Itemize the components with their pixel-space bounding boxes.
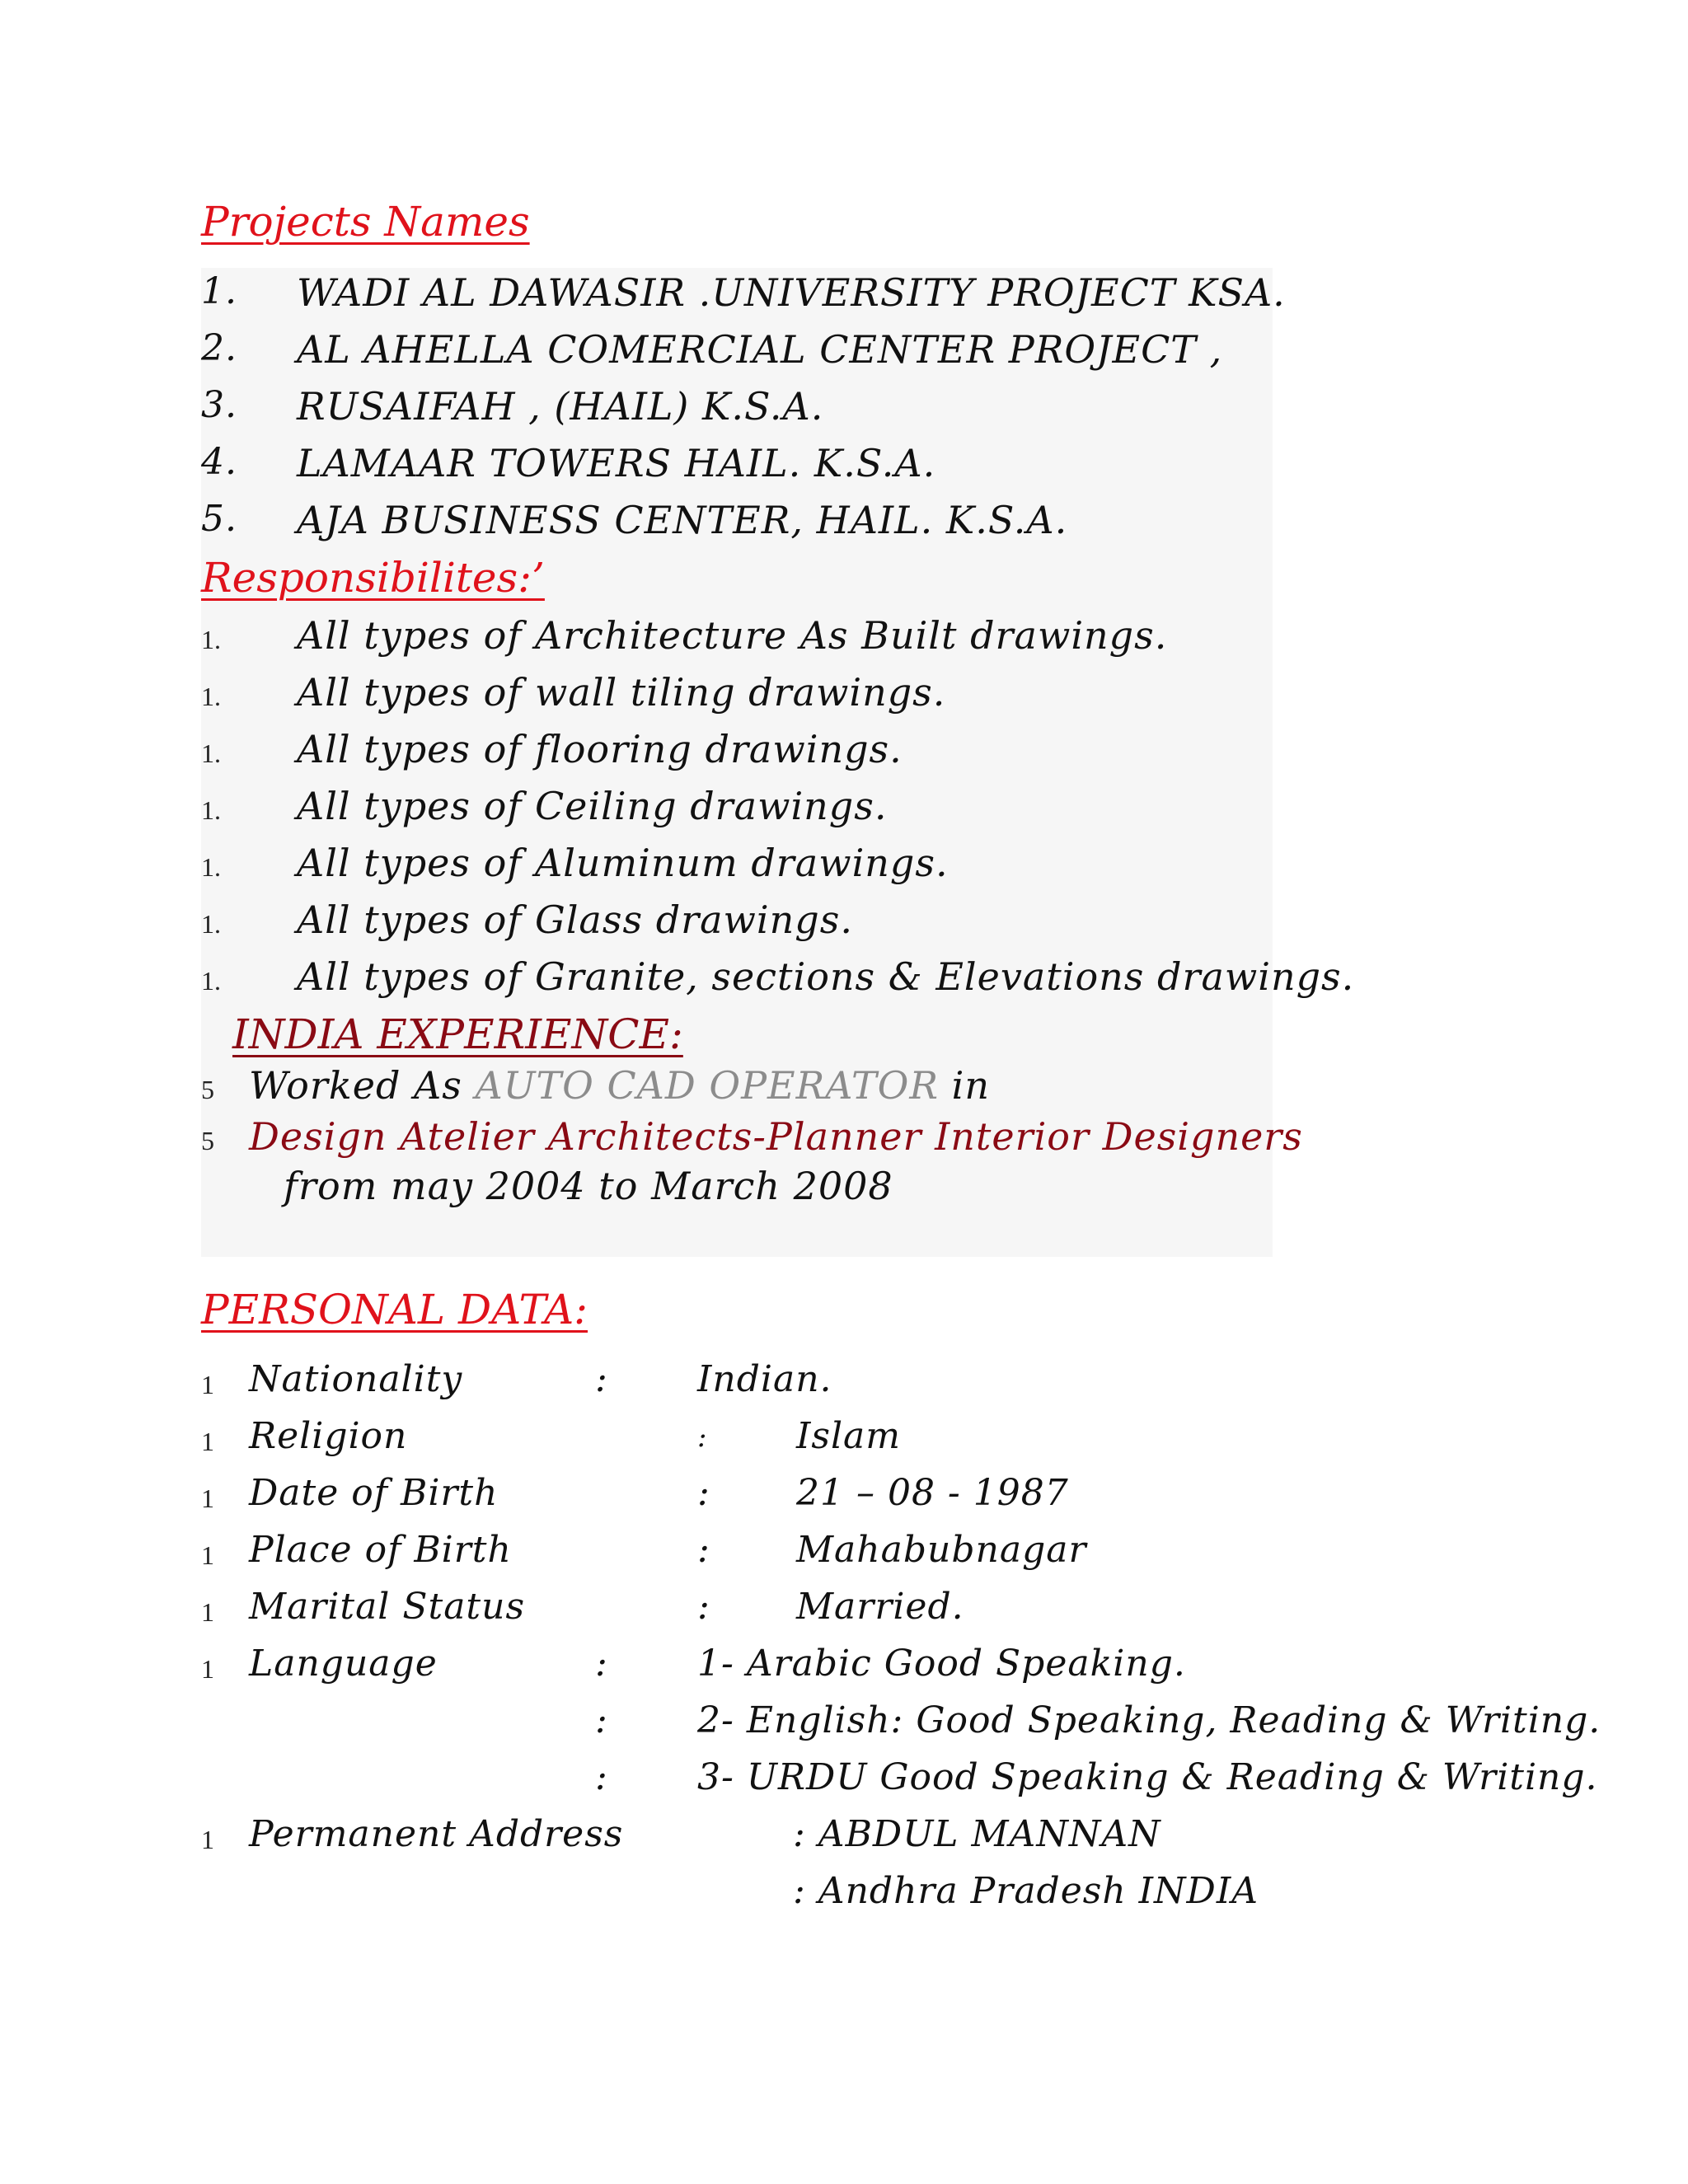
responsibility-number: 1. xyxy=(201,966,221,996)
project-number: 4. xyxy=(201,441,237,483)
project-number: 2. xyxy=(201,327,237,369)
india-experience-heading: INDIA EXPERIENCE: xyxy=(232,1010,683,1058)
bullet: 1 xyxy=(201,1540,214,1570)
bullet: 1 xyxy=(201,1597,214,1627)
responsibility-number: 1. xyxy=(201,852,221,882)
responsibility-item: All types of Aluminum drawings. xyxy=(297,841,949,885)
colon: : xyxy=(595,1756,608,1798)
responsibility-item: All types of wall tiling drawings. xyxy=(297,670,946,715)
project-number: 3. xyxy=(201,384,237,426)
personal-value: Islam xyxy=(796,1415,901,1457)
personal-label: Date of Birth xyxy=(249,1472,499,1514)
personal-value: : Andhra Pradesh INDIA xyxy=(793,1870,1259,1912)
worked-as-label: Worked As xyxy=(249,1063,462,1108)
colon: : xyxy=(697,1529,710,1571)
project-name: WADI AL DAWASIR .UNIVERSITY PROJECT KSA. xyxy=(297,270,1286,315)
colon: : xyxy=(697,1472,710,1514)
bullet: 1 xyxy=(201,1483,214,1513)
responsibility-number: 1. xyxy=(201,795,221,825)
personal-label: Place of Birth xyxy=(249,1529,512,1571)
responsibility-item: All types of Architecture As Built drawings. xyxy=(297,613,1168,658)
personal-value: 3- URDU Good Speaking & Reading & Writing. xyxy=(697,1756,1598,1798)
bullet: 1 xyxy=(201,1370,214,1399)
colon: : xyxy=(697,1586,710,1628)
bullet: 5 xyxy=(201,1126,214,1155)
personal-value: Indian. xyxy=(697,1358,832,1400)
in-text: in xyxy=(951,1063,990,1108)
responsibilities-heading: Responsibilites:’ xyxy=(201,554,545,602)
personal-data-heading: PERSONAL DATA: xyxy=(201,1286,588,1333)
responsibility-number: 1. xyxy=(201,909,221,939)
role-title: AUTO CAD OPERATOR xyxy=(475,1063,939,1108)
colon: : xyxy=(595,1358,608,1400)
personal-label: Religion xyxy=(249,1415,408,1457)
personal-label: Marital Status xyxy=(249,1586,526,1628)
worked-as-line xyxy=(249,1063,990,1108)
personal-label: Permanent Address xyxy=(249,1813,624,1855)
bullet: 1 xyxy=(201,1654,214,1684)
personal-label: Nationality xyxy=(249,1358,463,1400)
responsibility-number: 1. xyxy=(201,738,221,768)
colon: : xyxy=(697,1421,708,1454)
project-name: LAMAAR TOWERS HAIL. K.S.A. xyxy=(297,441,936,485)
project-name: AL AHELLA COMERCIAL CENTER PROJECT , xyxy=(297,327,1223,372)
employment-period: from may 2004 to March 2008 xyxy=(284,1164,893,1208)
personal-value: Married. xyxy=(796,1586,964,1628)
company-name: Design Atelier Architects-Planner Interior Designers xyxy=(249,1114,1303,1159)
personal-value: 1- Arabic Good Speaking. xyxy=(697,1643,1186,1685)
responsibility-number: 1. xyxy=(201,625,221,654)
project-number: 5. xyxy=(201,498,237,540)
projects-heading: Projects Names xyxy=(201,198,530,246)
responsibility-item: All types of Glass drawings. xyxy=(297,898,853,942)
personal-value: : ABDUL MANNAN xyxy=(793,1813,1161,1855)
personal-value: 2- English: Good Speaking, Reading & Writing. xyxy=(697,1699,1601,1741)
personal-value: 21 – 08 - 1987 xyxy=(796,1472,1069,1514)
responsibility-item: All types of Granite, sections & Elevations drawings. xyxy=(297,954,1355,999)
bullet: 1 xyxy=(201,1825,214,1854)
personal-label: Language xyxy=(249,1643,438,1685)
colon: : xyxy=(595,1699,608,1741)
responsibility-number: 1. xyxy=(201,682,221,711)
project-number: 1. xyxy=(201,270,237,312)
responsibility-item: All types of flooring drawings. xyxy=(297,727,903,771)
project-name: AJA BUSINESS CENTER, HAIL. K.S.A. xyxy=(297,498,1068,542)
responsibility-item: All types of Ceiling drawings. xyxy=(297,784,888,828)
colon: : xyxy=(595,1643,608,1685)
bullet: 1 xyxy=(201,1427,214,1456)
project-name: RUSAIFAH , (HAIL) K.S.A. xyxy=(297,384,824,429)
personal-value: Mahabubnagar xyxy=(796,1529,1087,1571)
bullet: 5 xyxy=(201,1075,214,1104)
